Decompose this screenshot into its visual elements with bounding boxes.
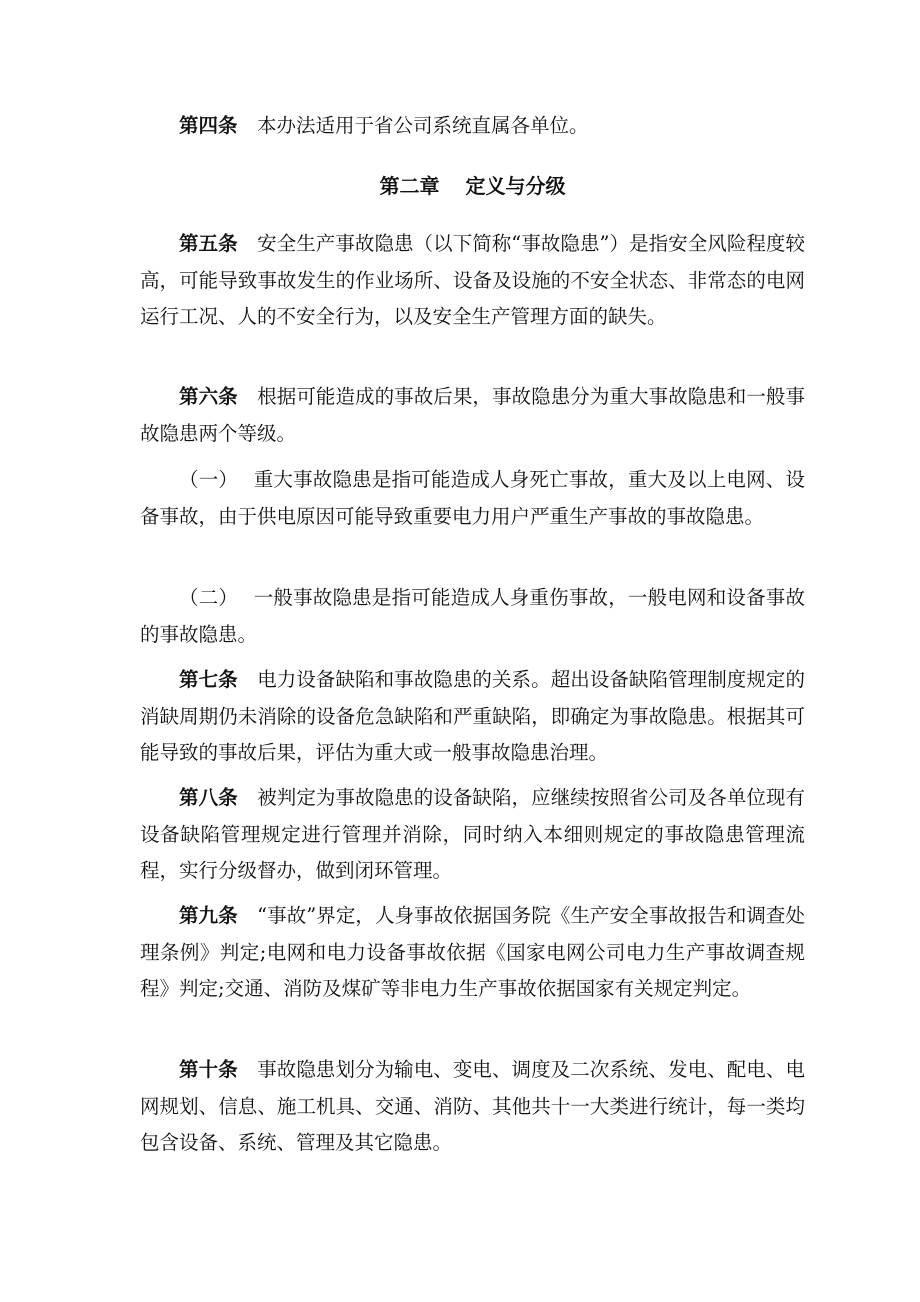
- article-6: [140, 379, 805, 452]
- article-8: [140, 780, 805, 890]
- article-8-text: 被判定为事故隐患的设备缺陷，应继续按照省公司及各单位现有设备缺陷管理规定进行管理并消除，同时纳入本细则规定的事故隐患管理流程，实行分级督办，做到闭环管理。: [140, 786, 805, 882]
- article-6-label: 第六条: [179, 385, 238, 408]
- article-4: [140, 108, 805, 145]
- chapter-number: 第二章: [379, 174, 440, 198]
- article-9: [140, 898, 805, 1008]
- item-2-text: 一般事故隐患是指可能造成人身重伤事故，一般电网和设备事故的事故隐患。: [140, 586, 805, 646]
- document-page: [140, 0, 805, 1302]
- article-6-text: 根据可能造成的事故后果，事故隐患分为重大事故隐患和一般事故隐患两个等级。: [140, 385, 805, 445]
- article-10-text: 事故隐患划分为输电、变电、调度及二次系统、发电、配电、电网规划、信息、施工机具、交通、消防、其他共十一大类进行统计，每一类均包含设备、系统、管理及其它隐患。: [140, 1058, 805, 1154]
- chapter-title: 定义与分级: [465, 174, 566, 198]
- item-1-label: （一）: [179, 468, 239, 491]
- article-4-text: 本办法适用于省公司系统直属各单位。: [257, 114, 589, 137]
- chapter-heading: [140, 168, 805, 204]
- article-7-label: 第七条: [179, 668, 238, 691]
- article-7: [140, 662, 805, 772]
- article-5: [140, 226, 805, 336]
- item-1-text: 重大事故隐患是指可能造成人身死亡事故，重大及以上电网、设备事故，由于供电原因可能导致重要电力用户严重生产事故的事故隐患。: [140, 468, 805, 528]
- article-5-label: 第五条: [179, 232, 238, 255]
- article-9-label: 第九条: [179, 904, 238, 927]
- article-5-text: 安全生产事故隐患（以下简称“事故隐患”）是指安全风险程度较高，可能导致事故发生的作业场所、设备及设施的不安全状态、非常态的电网运行工况、人的不安全行为，以及安全生产管理方面的缺失。: [140, 232, 805, 328]
- item-1: [140, 462, 805, 535]
- article-10-label: 第十条: [179, 1058, 238, 1081]
- article-8-label: 第八条: [179, 786, 238, 809]
- article-4-label: 第四条: [179, 114, 238, 137]
- item-2: [140, 580, 805, 653]
- article-10: [140, 1052, 805, 1162]
- article-7-text: 电力设备缺陷和事故隐患的关系。超出设备缺陷管理制度规定的消缺周期仍未消除的设备危急缺陷和严重缺陷，即确定为事故隐患。根据其可能导致的事故后果，评估为重大或一般事故隐患治理。: [140, 668, 805, 764]
- article-9-text: “事故”界定，人身事故依据国务院《生产安全事故报告和调查处理条例》判定;电网和电力设备事故依据《国家电网公司电力生产事故调查规程》判定;交通、消防及煤矿等非电力生产事故依据国家有关规定判定。: [140, 904, 805, 1000]
- item-2-label: （二）: [179, 586, 239, 609]
